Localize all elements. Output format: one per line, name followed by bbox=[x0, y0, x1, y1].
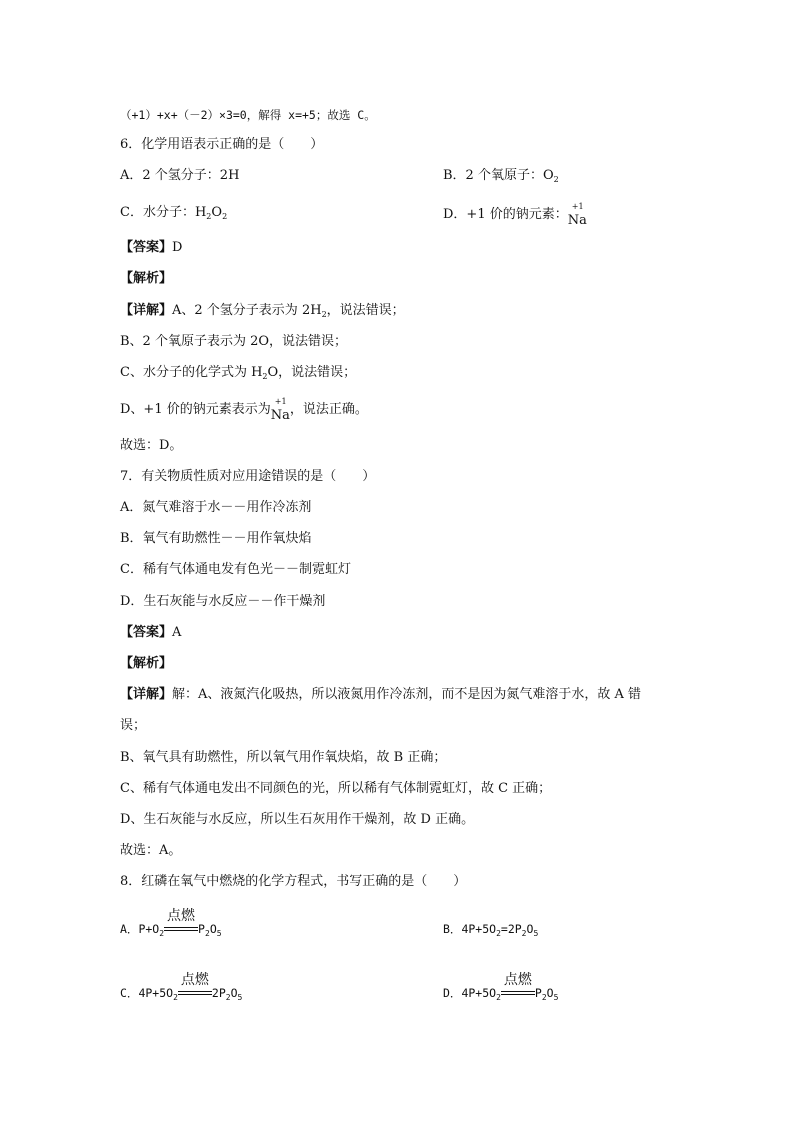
q6-option-c: C．水分子：$H_2O_2$ bbox=[120, 205, 228, 221]
sodium-valence-symbol: +1 Na bbox=[270, 397, 290, 423]
q6-option-b: B．2 个氧原子：$O_2$ bbox=[443, 168, 559, 184]
previous-solution-line: （+1）+x+（－2）×3=0，解得 x=+5；故选 C。 bbox=[120, 108, 376, 122]
q6-detail-3: C、水分子的化学式为 $H_2O$，说法错误； bbox=[120, 365, 357, 381]
q6-conclusion: 故选：D。 bbox=[120, 438, 183, 453]
q8-option-c: C．$4P+5O_2$ 点燃 $2P_2O_5$ bbox=[120, 972, 243, 1002]
q6-detail-2: B、2 个氧原子表示为 2O，说法错误； bbox=[120, 334, 348, 349]
q7-option-d: D．生石灰能与水反应－－作干燥剂 bbox=[120, 594, 326, 609]
q6-option-a: A．2 个氢分子：2H bbox=[120, 168, 240, 183]
q7-stem: 7．有关物质性质对应用途错误的是（ ） bbox=[120, 469, 376, 484]
q7-analysis-label: 【解析】 bbox=[120, 656, 173, 671]
reaction-condition-arrow: 点燃 bbox=[178, 991, 212, 999]
q7-option-b: B．氧气有助燃性－－用作氧炔焰 bbox=[120, 531, 312, 546]
q6-detail-4: D、+1 价的钠元素表示为 +1 Na，说法正确。 bbox=[120, 397, 368, 423]
sodium-valence-symbol: +1 Na bbox=[567, 202, 587, 228]
q7-option-c: C．稀有气体通电发有色光－－制霓虹灯 bbox=[120, 562, 351, 577]
q7-conclusion: 故选：A。 bbox=[120, 843, 182, 858]
q7-detail-3: C、稀有气体通电发出不同颜色的光，所以稀有气体制霓虹灯，故 C 正确； bbox=[120, 781, 552, 796]
q6-detail-1: 【详解】A、2 个氢分子表示为 $2H_2$，说法错误； bbox=[120, 303, 405, 319]
q6-answer: 【答案】D bbox=[120, 240, 183, 255]
reaction-condition-arrow: 点燃 bbox=[501, 991, 535, 999]
q8-stem: 8．红磷在氧气中燃烧的化学方程式，书写正确的是（ ） bbox=[120, 874, 467, 889]
q7-option-a: A．氮气难溶于水－－用作冷冻剂 bbox=[120, 500, 312, 515]
q6-option-d: D．+1 价的钠元素： +1 Na bbox=[443, 202, 587, 228]
q7-detail-2: B、氧气具有助燃性，所以氧气用作氧炔焰，故 B 正确； bbox=[120, 750, 447, 765]
q7-answer: 【答案】A bbox=[120, 625, 182, 640]
reaction-condition-arrow: 点燃 bbox=[164, 927, 198, 935]
q7-detail-4: D、生石灰能与水反应，所以生石灰用作干燥剂，故 D 正确。 bbox=[120, 812, 475, 827]
q8-option-b: B．$4P+5O_2=2P_2O_5$ bbox=[443, 922, 539, 938]
q7-detail-1-cont: 误； bbox=[120, 718, 147, 733]
q6-analysis-label: 【解析】 bbox=[120, 271, 173, 286]
q8-option-d: D．$4P+5O_2$ 点燃 $P_2O_5$ bbox=[443, 972, 559, 1002]
q7-detail-1: 【详解】解：A、液氮汽化吸热，所以液氮用作冷冻剂，而不是因为氮气难溶于水，故 A 错 bbox=[120, 687, 642, 702]
q8-option-a: A．$P+O_2$ 点燃 $P_2O_5$ bbox=[120, 908, 222, 938]
q6-stem: 6．化学用语表示正确的是（ ） bbox=[120, 137, 324, 152]
